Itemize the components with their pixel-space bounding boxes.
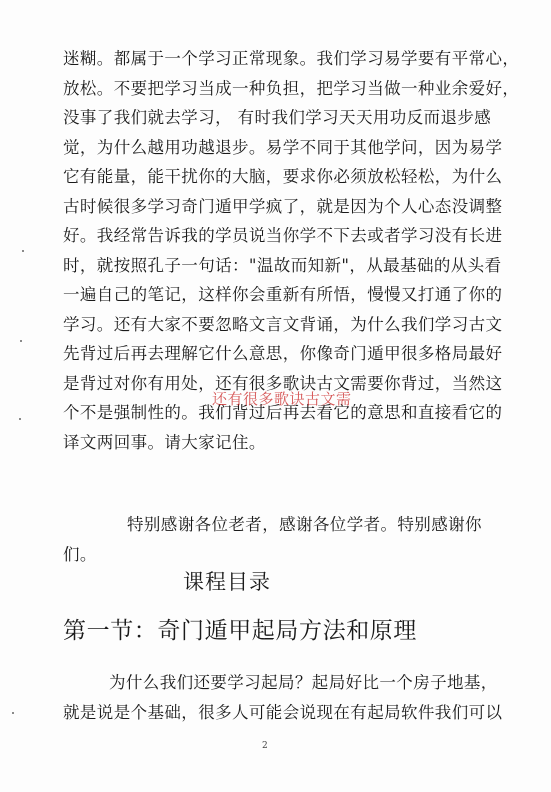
text-line: 迷糊。都属于一个学习正常现象。我们学习易学要有平常心，: [63, 49, 520, 68]
text-line: 学习。还有大家不要忽略文言文背诵，为什么我们学习古文: [63, 314, 503, 334]
section-heading: 第一节：奇门遁甲起局方法和原理: [63, 618, 417, 644]
scan-speck: [19, 418, 21, 420]
text-line: 先背过后再去理解它什么意思，你像奇门遁甲很多格局最好: [63, 344, 503, 363]
text-line: 没事了我们就去学习， 有时我们学习天天用功反而退步感: [63, 108, 492, 127]
text-line: 译文两回事。请大家记住。: [63, 432, 266, 452]
scan-speck: [12, 712, 14, 714]
course-contents-heading: 课程目录: [183, 570, 271, 594]
text-line: 特别感谢各位老者，感谢各位学者。特别感谢你: [127, 515, 482, 534]
text-line: 它有能量，能干扰你的大脑，要求你必须放松轻松，为什么: [63, 167, 503, 186]
body-paragraph: [63, 44, 520, 457]
text-line: 个不是强制性的。我们背过后再去看它的意思和直接看它的: [63, 403, 503, 422]
text-line: 时，就按照孔子一句话："温故而知新"，从最基础的从头看: [63, 255, 502, 275]
scan-speck: [20, 340, 22, 342]
text-line: 古时候很多学习奇门遁甲学疯了，就是因为个人心态没调整: [63, 196, 503, 216]
text-line: 一遍自己的笔记，这样你会重新有所悟，慢慢又打通了你的: [63, 285, 503, 304]
text-line: 是背过对你有用处，还有很多歌诀古文需要你背过，当然这: [63, 373, 503, 393]
text-line: 为什么我们还要学习起局？起局好比一个房子地基，: [109, 673, 498, 692]
text-line: 放松。不要把学习当成一种负担，把学习当做一种业余爱好，: [63, 78, 520, 98]
text-line: 觉，为什么越用功越退步。易学不同于其他学问，因为易学: [63, 137, 503, 157]
text-line: 们。: [63, 544, 97, 564]
scan-speck: [22, 250, 24, 252]
red-watermark-text: 还有很多歌诀古文需: [212, 390, 352, 408]
text-line: 就是说是个基础，很多人可能会说现在有起局软件我们可以: [63, 702, 503, 722]
acknowledgement-paragraph: [63, 510, 483, 569]
body-paragraph: [63, 668, 503, 727]
page-number: 2: [262, 741, 268, 751]
text-line: 好。我经常告诉我的学员说当你学不下去或者学习没有长进: [63, 226, 503, 245]
